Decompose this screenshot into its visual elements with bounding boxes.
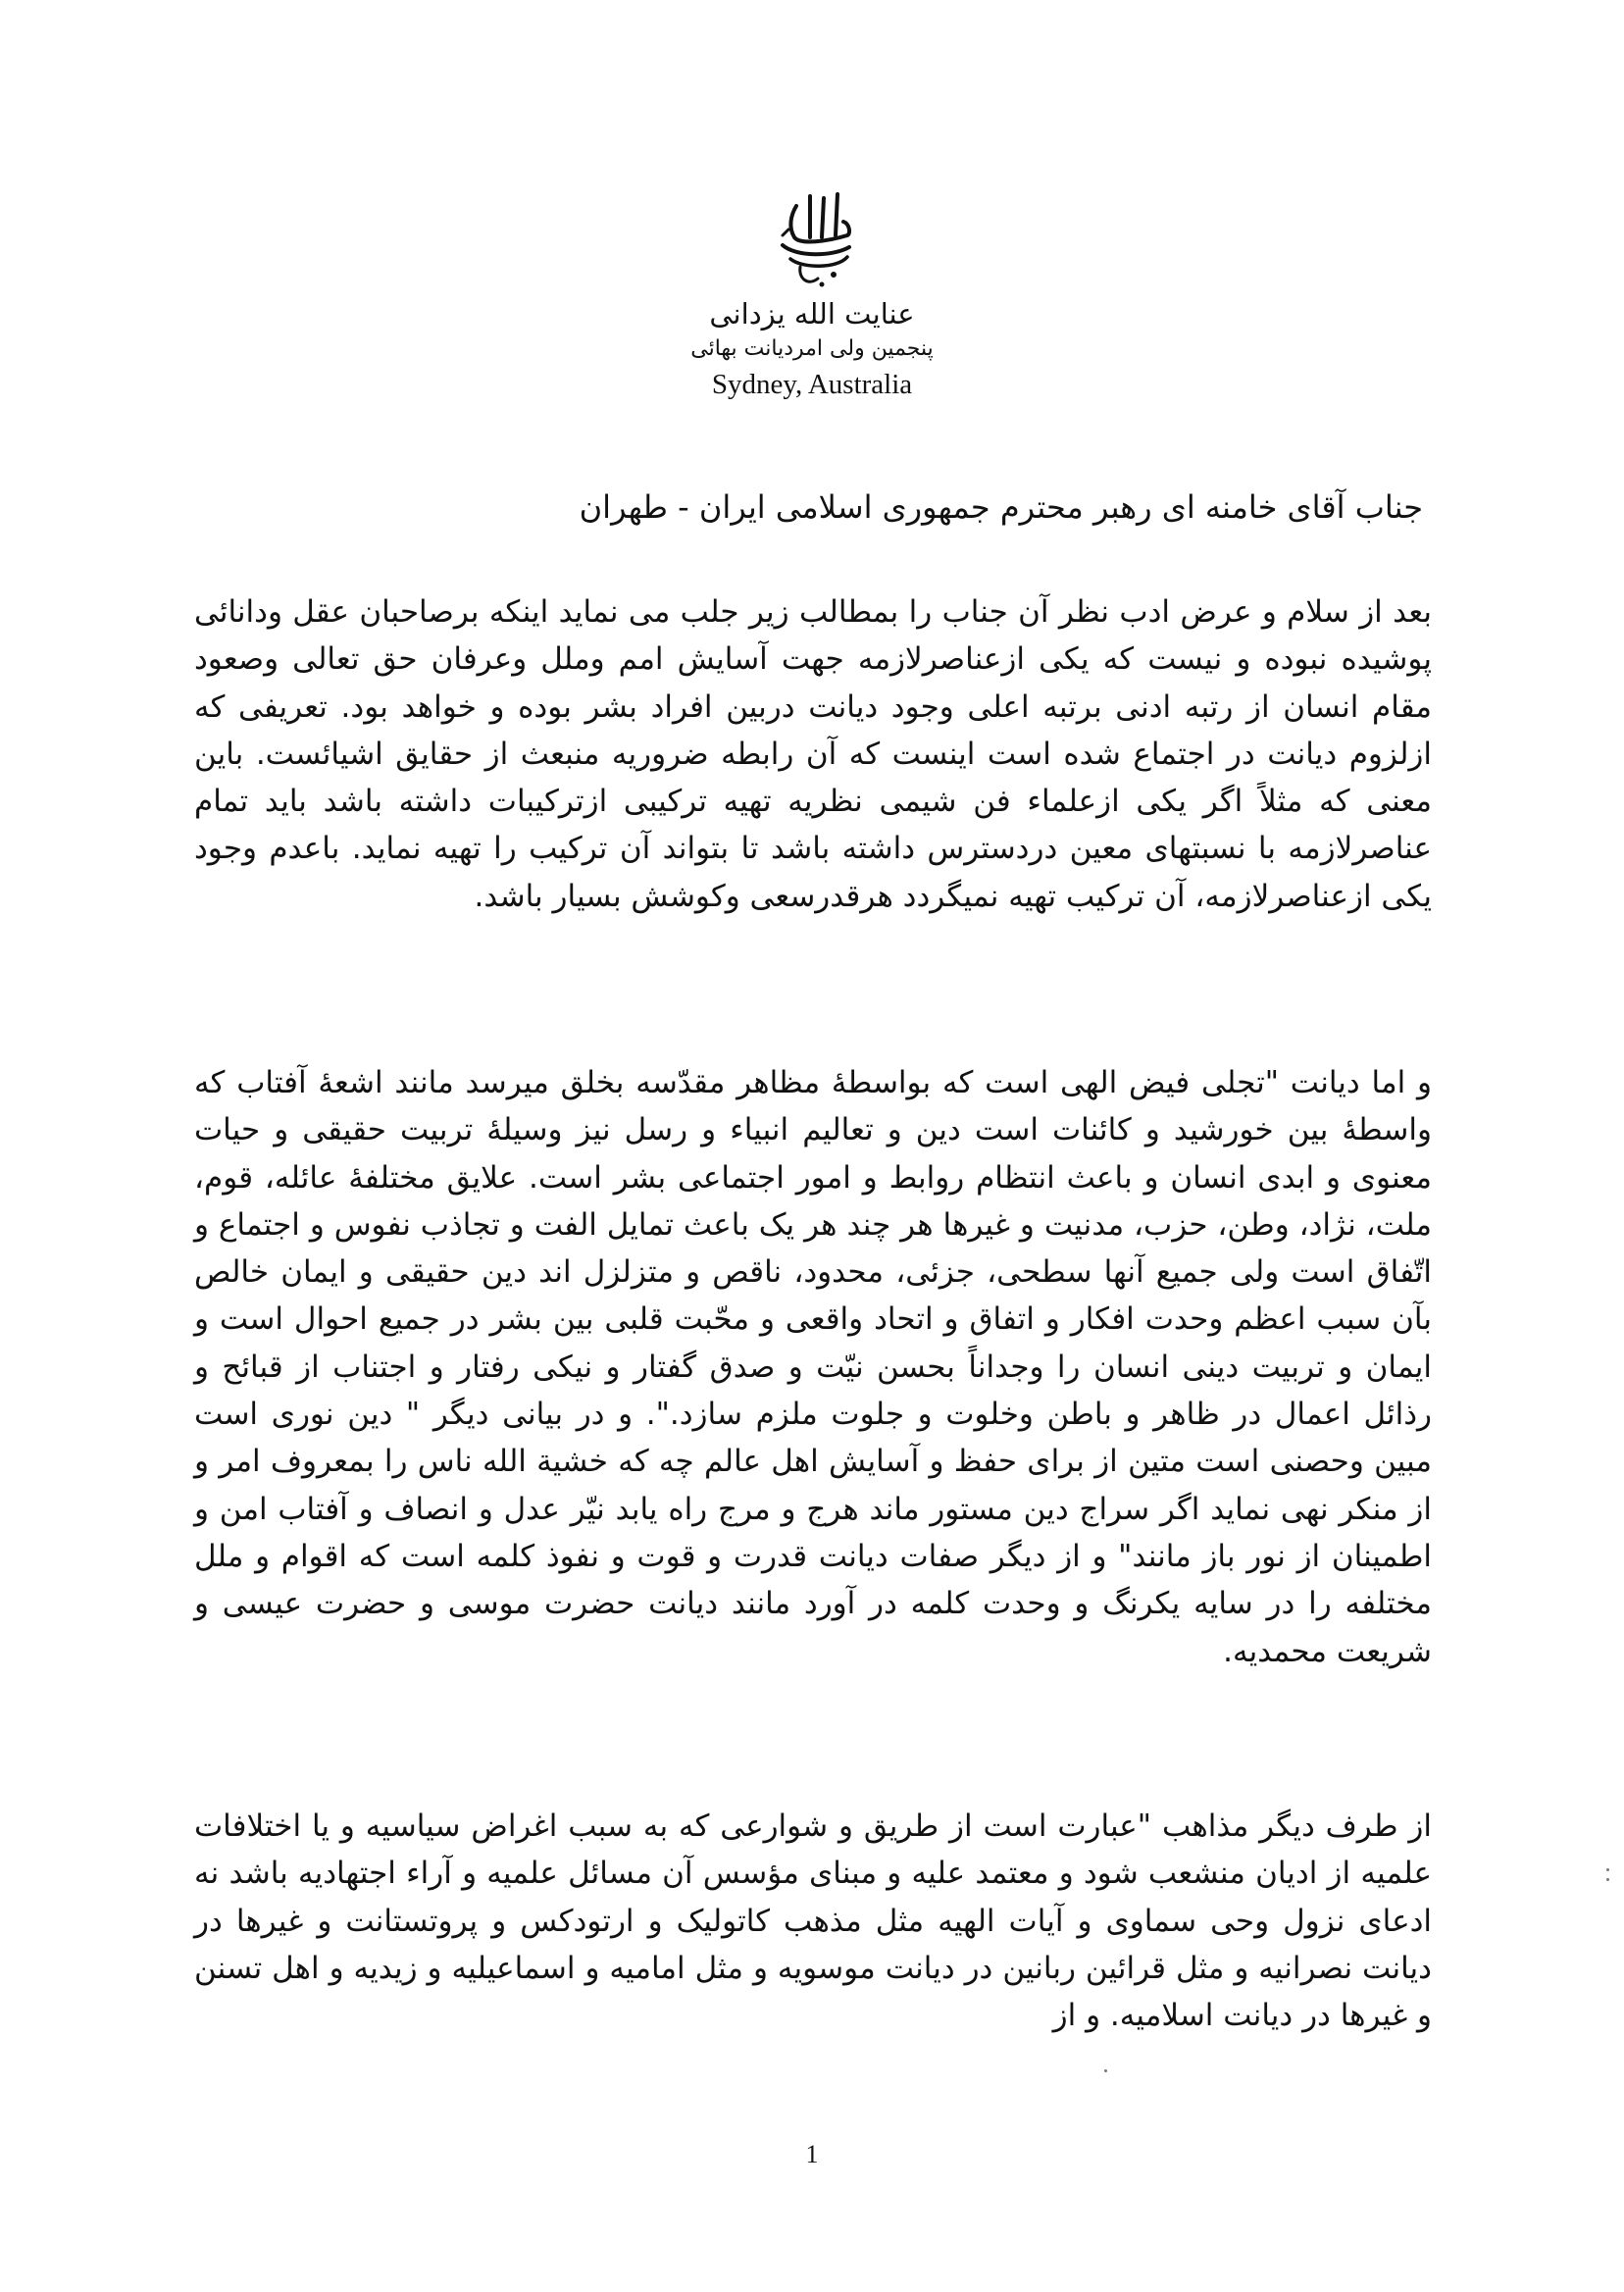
letter-address: جناب آقای خامنه ای رهبر محترم جمهوری اسلامی ایران - طهران (579, 488, 1423, 526)
letter-header (0, 177, 1624, 404)
page-number: 1 (805, 2140, 819, 2168)
scan-speck (1606, 1868, 1609, 1871)
location: Sydney, Australia (711, 369, 913, 400)
calligraphy-logo (753, 177, 871, 294)
scan-speck (1606, 1878, 1609, 1881)
author-name: عنایت الله یزدانی (709, 297, 915, 331)
scan-speck (1104, 2069, 1107, 2072)
paragraph-3: از طرف دیگر مذاهب "عبارت است از طریق و شوارعی که به سبب اغراض سیاسیه و یا اختلافات علمیه از ادیان منشعب شود و معتمد علیه و مبنای مؤسس آن مسائل علمیه و آراء اجتهادیه باشد نه ادعای نزول وحی سماوی و آیات الهیه مثل مذهب کاتولیک و ارتودکس و پروتستانت و غیرها در دیانت نصرانیه و مثل قرائین ربانین در دیانت موسویه و مثل امامیه و اسماعیلیه و زیدیه و اهل تسنن و غیرها در دیانت اسلامیه. و از (194, 1808, 1432, 2034)
author-title: پنجمین ولی امردیانت بهائی (690, 336, 934, 361)
paragraph-1: بعد از سلام و عرض ادب نظر آن جناب را بمطالب زیر جلب می نماید اینکه برصاحبان عقل ودانائی پوشیده نبوده و نیست که یکی ازعناصرلازمه جهت آسایش امم وملل وعرفان حق تعالی وصعود مقام انسان از رتبه ادنی برتبه اعلی وجود دیانت دربین افراد بشر بوده و خواهد بود. تعریفی که ازلزوم دیانت در اجتماع شده است اینست که آن رابطه ضروریه منبعث از حقایق اشیائست. باین معنی که مثلاً اگر یکی ازعلماء فن شیمی نظریه تهیه ترکیبی ازترکیبات داشته باشد باید تمام عناصرلازمه با نسبتهای معین دردسترس داشته باشد تا بتواند آن ترکیب را تهیه نماید. باعدم وجود یکی ازعناصرلازمه، آن ترکیب تهیه نمیگردد هرقدرسعی وکوشش بسیار باشد. (194, 594, 1432, 914)
paragraph-2: و اما دیانت "تجلی فیض الهی است که بواسطهٔ مظاهر مقدّسه بخلق میرسد مانند اشعهٔ آفتاب که واسطهٔ بین خورشید و کائنات است دین و تعالیم انبیاء و رسل نیز وسیلهٔ تربیت حقیقی و حیات معنوی و ابدی انسان و باعث انتظام روابط و امور اجتماعی بشر است. علایق مختلفهٔ عائله، قوم، ملت، نژاد، وطن، حزب، مدنیت و غیرها هر چند هر یک باعث تمایل الفت و تجاذب نفوس و اجتماع و اتّفاق است ولی جمیع آنها سطحی، جزئی، محدود، ناقص و متزلزل اند دین حقیقی و ایمان خالص بآن سبب اعظم وحدت افکار و اتفاق و اتحاد واقعی و محّبت قلبی بین بشر در جمیع احوال است و ایمان و تربیت دینی انسان را وجداناً بحسن نیّت و صدق گفتار و نیکی رفتار و اجتناب از قبائح و رذائل اعمال در ظاهر و باطن وخلوت و جلوت ملزم سازد.". و در بیانی دیگر " دین نوری است مبین وحصنی است متین از برای حفظ و آسایش اهل عالم چه که خشیة الله ناس را بمعروف امر و از منکر نهی نماید اگر سراج دین مستور ماند هرج و مرج راه یابد نیّر عدل و انصاف و آفتاب امن و اطمینان از نور باز مانند" و از دیگر صفات دیانت قدرت و قوت و نفوذ کلمه است که اقوام و ملل مختلفه را در سایه یکرنگ و وحدت کلمه در آورد مانند دیانت حضرت موسی و حضرت عیسی و شریعت محمدیه. (194, 1065, 1432, 1669)
